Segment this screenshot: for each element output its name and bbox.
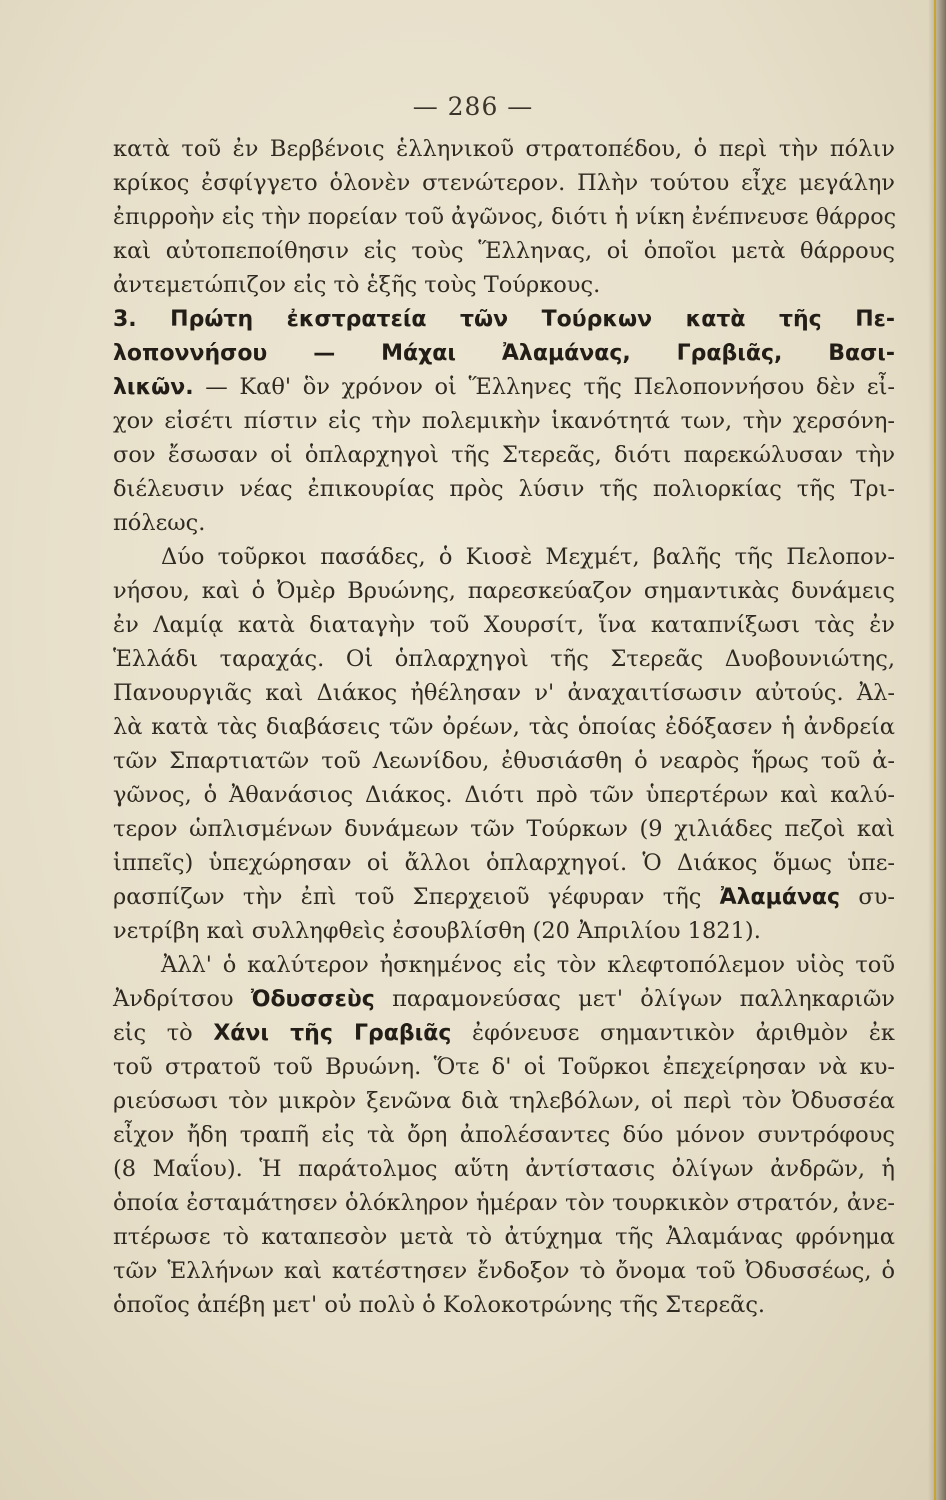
text-line [113, 608, 895, 642]
line-text: ἐφόνευσε σημαντικὸν ἀριθμὸν ἐκ [451, 1020, 895, 1046]
text-line [113, 268, 895, 302]
text-line [113, 710, 895, 744]
line-text: ἐπιρροὴν εἰς τὴν πορείαν τοῦ ἀγῶνος, διότι ἡ νίκη ἐνέπνευσε θάρρος [113, 204, 897, 230]
text-line [113, 234, 895, 268]
section-heading: λοποννήσου — Μάχαι Ἀλαμάνας, Γραβιᾶς, Βασι- [113, 341, 895, 366]
line-text: παραμονεύσας μετ' ὀλίγων παλληκαριῶν [374, 986, 895, 1012]
line-text: νετρίβη καὶ συλληφθεὶς ἐσουβλίσθη (20 Ἀπριλίου 1821). [113, 918, 761, 944]
line-text: λὰ κατὰ τὰς διαβάσεις τῶν ὀρέων, τὰς ὁποίας ἐδόξασεν ἡ ἀνδρεία [113, 714, 895, 740]
text-line [113, 1254, 895, 1288]
line-text: τερον ὡπλισμένων δυνάμεων τῶν Τούρκων (9 χιλιάδες πεζοὶ καὶ [113, 816, 895, 842]
text-line [113, 642, 895, 676]
line-text: ὁποῖος ἀπέβη μετ' οὐ πολὺ ὁ Κολοκοτρώνης τῆς Στερεᾶς. [113, 1292, 766, 1318]
text-line [113, 948, 895, 982]
line-text: γῶνος, ὁ Ἀθανάσιος Διάκος. Διότι πρὸ τῶν ὑπερτέρων καὶ καλύ- [113, 782, 895, 808]
text-line [113, 744, 895, 778]
line-text: ρασπίζων τὴν ἐπὶ τοῦ Σπερχειοῦ γέφυραν τῆς [113, 884, 720, 910]
line-text: Ἀλλ' ὁ καλύτερον ἠσκημένος εἰς τὸν κλεφτοπόλεμον υἱὸς τοῦ [161, 952, 895, 978]
line-text: Δύο τοῦρκοι πασάδες, ὁ Κιοσὲ Μεχμέτ, βαλῆς τῆς Πελοπον- [161, 544, 895, 570]
line-text: διέλευσιν νέας ἐπικουρίας πρὸς λύσιν τῆς πολιορκίας τῆς Τρι- [113, 476, 895, 502]
text-line [113, 370, 895, 404]
line-text: εἰς τὸ [113, 1020, 214, 1046]
text-line [113, 676, 895, 710]
line-text: Ἑλλάδι ταραχάς. Οἱ ὁπλαρχηγοὶ τῆς Στερεᾶς Δυοβουνιώτης, [113, 646, 895, 672]
line-text: καὶ αὐτοπεποίθησιν εἰς τοὺς Ἕλληνας, οἱ ὁποῖοι μετὰ θάρρους [113, 238, 895, 264]
text-line [113, 1118, 895, 1152]
line-text: Ἀνδρίτσου [113, 986, 251, 1012]
line-text: χον εἰσέτι πίστιν εἰς τὴν πολεμικὴν ἱκανότητά των, τὴν χερσόνη- [113, 408, 895, 434]
bold-term: Ὀδυσσεὺς [250, 987, 375, 1012]
text-line [113, 1220, 895, 1254]
page-number: — 286 — [412, 92, 534, 121]
bold-term: Χάνι τῆς Γραβιᾶς [213, 1021, 452, 1046]
section-heading: λικῶν. [113, 375, 194, 400]
text-line [113, 302, 895, 336]
text-line [113, 812, 895, 846]
text-line [113, 1152, 895, 1186]
line-text: κατὰ τοῦ ἐν Βερβένοις ἑλληνικοῦ στρατοπέδου, ὁ περὶ τὴν πόλιν [113, 136, 895, 162]
line-text: ὁποία ἐσταμάτησεν ὁλόκληρον ἡμέραν τὸν τουρκικὸν στρατόν, ἀνε- [113, 1190, 895, 1216]
bold-term: Ἀλαμάνας [719, 885, 841, 910]
text-line [113, 1084, 895, 1118]
text-line [113, 982, 895, 1016]
text-line [113, 336, 895, 370]
text-line [113, 404, 895, 438]
line-text: συ- [840, 884, 896, 910]
text-line [113, 200, 895, 234]
line-text: πόλεως. [113, 510, 206, 536]
text-line [113, 438, 895, 472]
text-line [113, 1050, 895, 1084]
line-text: εἶχον ἤδη τραπῆ εἰς τὰ ὄρη ἀπολέσαντες δύο μόνον συντρόφους [113, 1122, 895, 1148]
line-text: πτέρωσε τὸ καταπεσὸν μετὰ τὸ ἀτύχημα τῆς Ἀλαμάνας φρόνημα [113, 1224, 895, 1250]
page-edge-line [934, 0, 936, 1500]
line-text: τῶν Ἑλλήνων καὶ κατέστησεν ἔνδοξον τὸ ὄνομα τοῦ Ὀδυσσέως, ὁ [113, 1258, 895, 1284]
line-text: ἀντεμετώπιζον εἰς τὸ ἑξῆς τοὺς Τούρκους. [113, 272, 601, 298]
line-text: ριεύσωσι τὸν μικρὸν ξενῶνα διὰ τηλεβόλων, οἱ περὶ τὸν Ὀδυσσέα [113, 1088, 895, 1114]
text-line [113, 846, 895, 880]
line-text: (8 Μαΐου). Ἡ παράτολμος αὕτη ἀντίστασις ὀλίγων ἀνδρῶν, ἡ [113, 1156, 895, 1182]
text-line [113, 880, 895, 914]
line-text: — Καθ' ὃν χρόνον οἱ Ἕλληνες τῆς Πελοποννήσου δὲν εἶ- [193, 374, 895, 400]
page-edge-shadow [928, 0, 946, 1500]
text-line [113, 166, 895, 200]
text-body [113, 132, 895, 1322]
line-text: Πανουργιᾶς καὶ Διάκος ἠθέλησαν ν' ἀναχαιτίσωσιν αὐτούς. Ἀλ- [113, 680, 895, 706]
text-line [113, 1288, 895, 1322]
text-line [113, 574, 895, 608]
text-line [113, 506, 895, 540]
text-line [113, 778, 895, 812]
text-line [113, 132, 895, 166]
line-text: σον ἔσωσαν οἱ ὁπλαρχηγοὶ τῆς Στερεᾶς, διότι παρεκώλυσαν τὴν [113, 442, 895, 468]
section-heading: 3. Πρώτη ἐκστρατεία τῶν Τούρκων κατὰ τῆς Πε- [113, 307, 895, 332]
line-text: τοῦ στρατοῦ τοῦ Βρυώνη. Ὅτε δ' οἱ Τοῦρκοι ἐπεχείρησαν νὰ κυ- [113, 1054, 895, 1080]
line-text: κρίκος ἐσφίγγετο ὁλονὲν στενώτερον. Πλὴν τούτου εἶχε μεγάλην [113, 170, 895, 196]
line-text: ἐν Λαμίᾳ κατὰ διαταγὴν τοῦ Χουρσίτ, ἵνα καταπνίξωσι τὰς ἐν [113, 612, 895, 638]
line-text: νήσου, καὶ ὁ Ὀμὲρ Βρυώνης, παρεσκεύαζον σημαντικὰς δυνάμεις [113, 578, 895, 604]
text-line [113, 1186, 895, 1220]
text-line [113, 914, 895, 948]
text-line [113, 472, 895, 506]
line-text: ἱππεῖς) ὑπεχώρησαν οἱ ἄλλοι ὁπλαρχηγοί. Ὁ Διάκος ὅμως ὑπε- [113, 850, 895, 876]
line-text: τῶν Σπαρτιατῶν τοῦ Λεωνίδου, ἐθυσιάσθη ὁ νεαρὸς ἥρως τοῦ ἀ- [113, 748, 895, 774]
text-line [113, 1016, 895, 1050]
text-line [113, 540, 895, 574]
